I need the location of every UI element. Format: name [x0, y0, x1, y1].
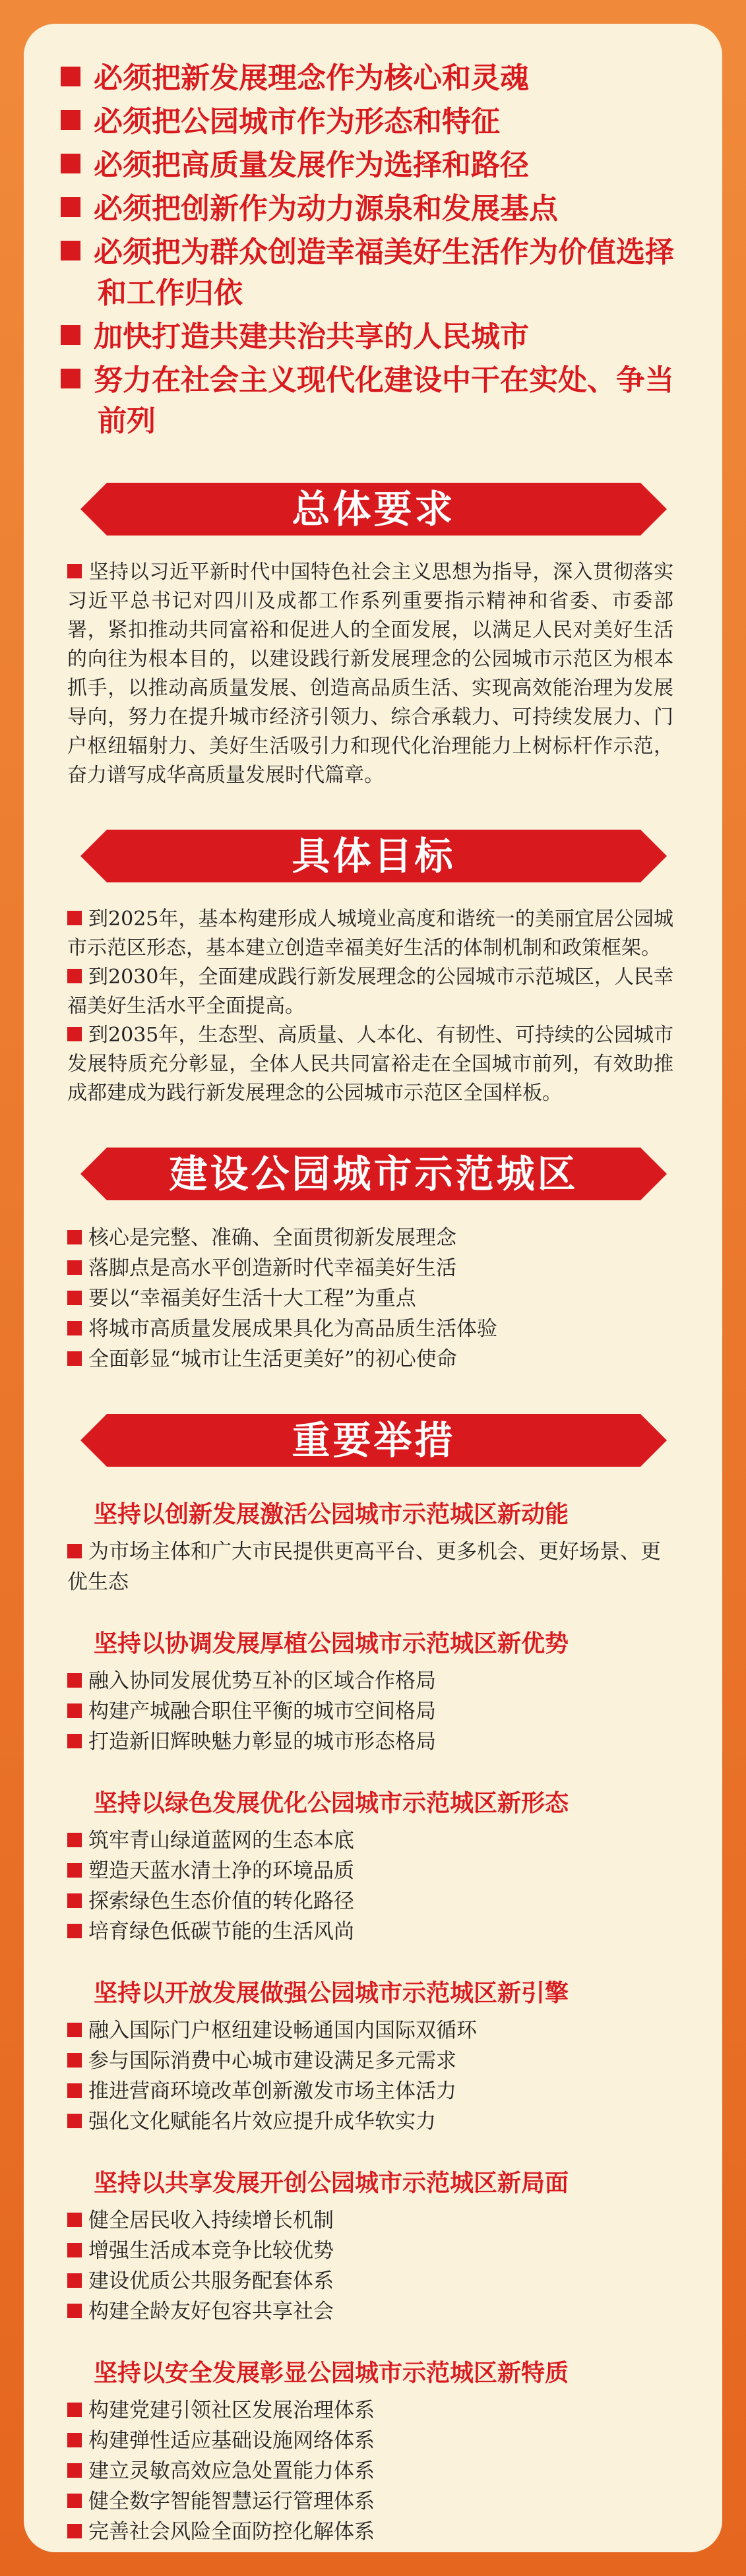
measure-title: 坚持以协调发展厚植公园城市示范城区新优势: [94, 1630, 569, 1657]
measure-group-green: [61, 1786, 687, 1947]
red-square-icon: [67, 1703, 82, 1718]
red-square-icon: [67, 2494, 82, 2508]
red-square-icon: [67, 1230, 82, 1244]
measure-title: 坚持以创新发展激活公园城市示范城区新动能: [94, 1501, 569, 1528]
measure-item: 参与国际消费中心城市建设满足多元需求: [67, 2046, 673, 2076]
measure-item: 为市场主体和广大市民提供更高平台、更多机会、更好场景、更优生态: [67, 1540, 661, 1594]
section-title: 具体目标: [292, 834, 456, 878]
section-banner-overall: [80, 479, 667, 539]
measure-item: 建立灵敏高效应急处置能力体系: [67, 2456, 673, 2486]
red-square-icon: [67, 1833, 82, 1847]
goal-item: 到2025年，基本构建形成人城境业高度和谐统一的美丽宜居公园城市示范区形态，基本建立创造幸福美好生活的体制机制和政策框架。: [67, 907, 673, 960]
measure-title: 坚持以绿色发展优化公园城市示范城区新形态: [94, 1790, 569, 1817]
measure-item: 塑造天蓝水清土净的环境品质: [67, 1856, 673, 1886]
red-square-icon: [67, 2273, 82, 2288]
principle-item: 必须把高质量发展作为选择和路径: [61, 145, 687, 186]
red-square-icon: [67, 2243, 82, 2257]
measure-group-openness: [61, 1976, 687, 2137]
demo-item: 要以“幸福美好生活十大工程”为重点: [67, 1283, 673, 1314]
red-square-icon: [61, 197, 80, 217]
section-banner-measures: [80, 1410, 667, 1471]
section-title: 重要举措: [292, 1418, 456, 1463]
demo-item: 落脚点是高水平创造新时代幸福美好生活: [67, 1253, 673, 1283]
measure-item: 推进营商环境改革创新激发市场主体活力: [67, 2076, 673, 2106]
measure-title: 坚持以安全发展彰显公园城市示范城区新特质: [94, 2360, 569, 2387]
principle-item: 必须把创新作为动力源泉和发展基点: [61, 189, 687, 230]
measure-item: 强化文化赋能名片效应提升成华软实力: [67, 2106, 673, 2137]
red-square-icon: [61, 325, 80, 345]
red-square-icon: [67, 1351, 82, 1366]
red-square-icon: [67, 1863, 82, 1878]
measure-item: 构建全龄友好包容共享社会: [67, 2296, 673, 2327]
principle-item: 加快打造共建共治共享的人民城市: [61, 317, 687, 357]
measure-item: 构建弹性适应基础设施网络体系: [67, 2426, 673, 2456]
red-square-icon: [61, 154, 80, 173]
red-square-icon: [67, 564, 82, 578]
goal-item: 到2035年，生态型、高质量、人本化、有韧性、可持续的公园城市发展特质充分彰显，全体人民共同富裕走在全国城市前列，有效助推成都建成为践行新发展理念的公园城市示范区全国样板。: [67, 1024, 673, 1105]
measure-title: 坚持以共享发展开创公园城市示范城区新局面: [94, 2170, 569, 2197]
principle-item: 必须把公园城市作为形态和特征: [61, 102, 687, 142]
red-square-icon: [67, 2053, 82, 2068]
red-square-icon: [67, 2114, 82, 2128]
red-square-icon: [67, 1734, 82, 1748]
measure-item: 筑牢青山绿道蓝网的生态本底: [67, 1825, 673, 1856]
measure-item: 完善社会风险全面防控化解体系: [67, 2517, 673, 2547]
red-square-icon: [67, 2524, 82, 2538]
red-square-icon: [67, 1291, 82, 1305]
red-square-icon: [67, 2304, 82, 2318]
red-square-icon: [67, 2463, 82, 2478]
content-panel: [24, 24, 722, 2552]
measure-item: 建设优质公共服务配套体系: [67, 2266, 673, 2296]
red-square-icon: [67, 911, 82, 925]
demo-item: 将城市高质量发展成果具化为高品质生活体验: [67, 1314, 673, 1344]
principle-item: 必须把新发展理念作为核心和灵魂: [61, 58, 687, 99]
red-square-icon: [67, 2433, 82, 2447]
red-square-icon: [67, 1260, 82, 1275]
red-square-icon: [67, 2083, 82, 2098]
measure-item: 融入协同发展优势互补的区域合作格局: [67, 1666, 673, 1696]
section-title: 建设公园城市示范城区: [169, 1151, 578, 1196]
measure-title: 坚持以开放发展做强公园城市示范城区新引擎: [94, 1980, 569, 2007]
red-square-icon: [67, 1027, 82, 1041]
measure-item: 探索绿色生态价值的转化路径: [67, 1886, 673, 1917]
principles-list: [61, 58, 687, 442]
red-square-icon: [67, 1893, 82, 1908]
measure-item: 增强生活成本竞争比较优势: [67, 2236, 673, 2266]
measure-item: 构建党建引领社区发展治理体系: [67, 2395, 673, 2426]
section-title: 总体要求: [292, 487, 456, 532]
red-square-icon: [67, 1321, 82, 1335]
principle-item: 努力在社会主义现代化建设中干在实处、争当前列: [61, 360, 687, 442]
measure-item: 健全居民收入持续增长机制: [67, 2205, 673, 2236]
measure-item: 健全数字智能智慧运行管理体系: [67, 2486, 673, 2517]
red-square-icon: [61, 241, 80, 261]
section-banner-demo: [80, 1144, 667, 1204]
measure-item: 融入国际门户枢纽建设畅通国内国际双循环: [67, 2015, 673, 2046]
overall-paragraph: 坚持以习近平新时代中国特色社会主义思想为指导，深入贯彻落实习近平总书记对四川及成都工作系列重要指示精神和省委、市委部署，紧扣推动共同富裕和促进人的全面发展，以满足人民对美好生活的向往为根本目的，以建设践行新发展理念的公园城市示范区为根本抓手，以推动高质量发展、创造高品质生活、实现高效能治理为发展导向，努力在提升城市经济引领力、综合承载力、可持续发展力、门户枢纽辐射力、美好生活吸引力和现代化治理能力上树标杆作示范，奋力谱写成华高质量发展时代篇章。: [67, 561, 673, 787]
measure-item: 构建产城融合职住平衡的城市空间格局: [67, 1696, 673, 1727]
red-square-icon: [61, 369, 80, 388]
demo-item: 全面彰显“城市让生活更美好”的初心使命: [67, 1344, 673, 1374]
section-banner-goals: [80, 826, 667, 886]
measure-group-sharing: [61, 2166, 687, 2327]
red-square-icon: [61, 110, 80, 130]
red-square-icon: [67, 2213, 82, 2227]
measure-group-security: [61, 2356, 687, 2547]
red-square-icon: [61, 67, 80, 86]
red-square-icon: [67, 969, 82, 983]
measure-item: 打造新旧辉映魅力彰显的城市形态格局: [67, 1727, 673, 1757]
measure-group-innovation: [61, 1497, 687, 1597]
demo-item: 核心是完整、准确、全面贯彻新发展理念: [67, 1223, 673, 1253]
red-square-icon: [67, 1544, 82, 1558]
goal-item: 到2030年，全面建成践行新发展理念的公园城市示范城区，人民幸福美好生活水平全面提高。: [67, 966, 673, 1018]
red-square-icon: [67, 2023, 82, 2037]
red-square-icon: [67, 1673, 82, 1688]
red-square-icon: [67, 2403, 82, 2417]
principle-item: 必须把为群众创造幸福美好生活作为价值选择和工作归依: [61, 232, 687, 314]
measure-item: 培育绿色低碳节能的生活风尚: [67, 1917, 673, 1947]
measure-group-coordination: [61, 1626, 687, 1757]
red-square-icon: [67, 1924, 82, 1938]
